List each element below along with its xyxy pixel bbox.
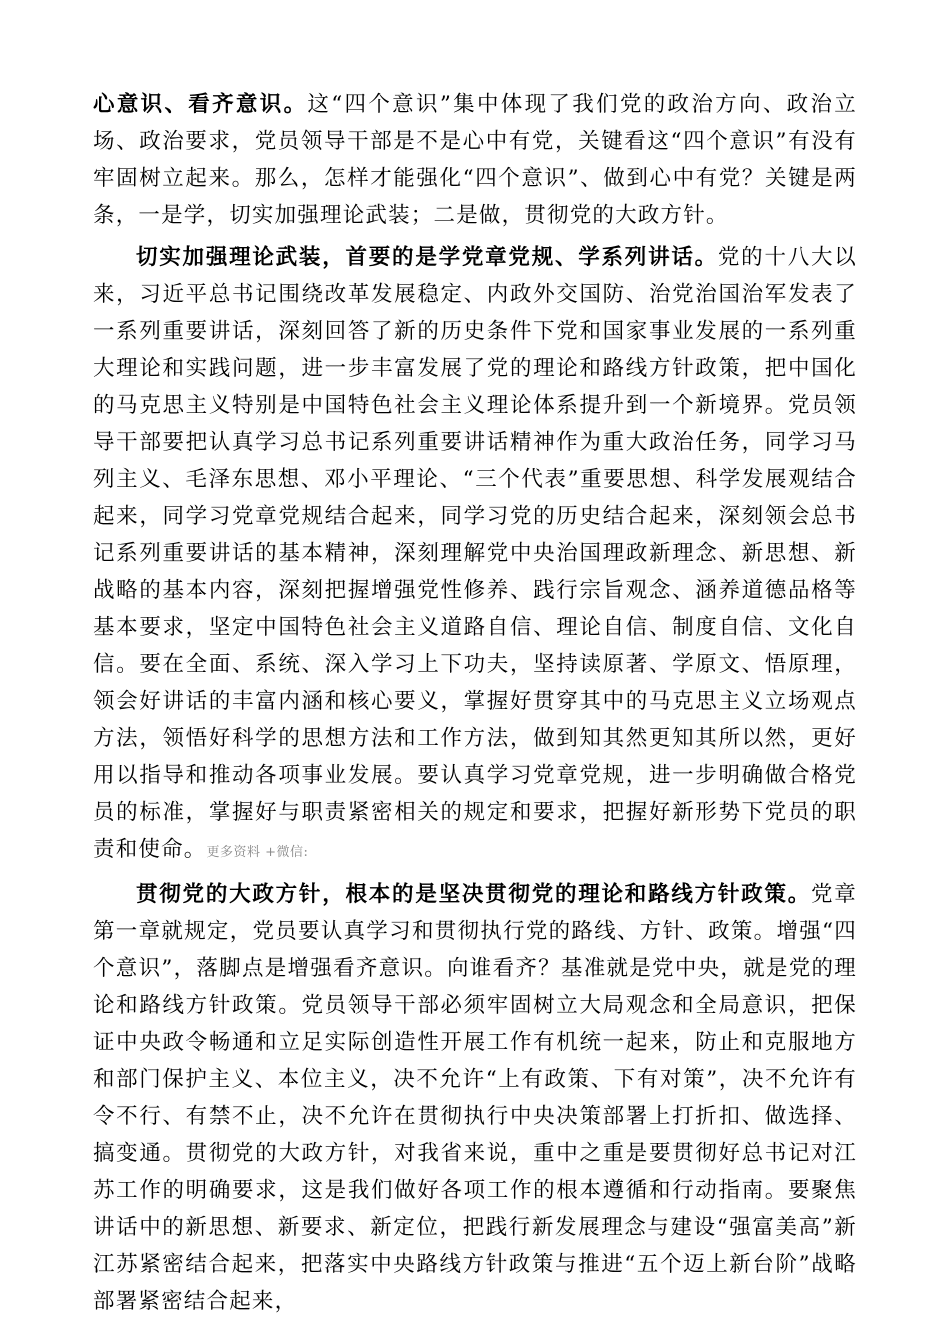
paragraph-3-lead: 贯彻党的大政方针，根本的是坚决贯彻党的理论和路线方针政策。 — [136, 882, 812, 907]
paragraph-1 — [93, 86, 857, 234]
paragraph-2-lead: 切实加强理论武装，首要的是学党章党规、学系列讲话。 — [136, 245, 718, 270]
more-info-note: 更多资料 +微信: — [206, 845, 309, 860]
document-page — [93, 86, 857, 1325]
paragraph-2-body: 党的十八大以来，习近平总书记围绕改革发展稳定、内政外交国防、治党治国治军发表了一系列重要讲话，深刻回答了新的历史条件下党和国家事业发展的一系列重大理论和实践问题，进一步丰富发展了党的理论和路线方针政策，把中国化的马克思主义特别是中国特色社会主义理论体系提升到一个新境界。党员领导干部要把认真学习总书记系列重要讲话精神作为重大政治任务，同学习马列主义、毛泽东思想、邓小平理论、“三个代表”重要思想、科学发展观结合起来，同学习党章党规结合起来，同学习党的历史结合起来，深刻领会总书记系列重要讲话的基本精神，深刻理解党中央治国理政新理念、新思想、新战略的基本内容，深刻把握增强党性修养、践行宗旨观念、涵养道德品格等基本要求，坚定中国特色社会主义道路自信、理论自信、制度自信、文化自信。要在全面、系统、深入学习上下功夫，坚持读原著、学原文、悟原理，领会好讲话的丰富内涵和核心要义，掌握好贯穿其中的马克思主义立场观点方法，领悟好科学的思想方法和工作方法，做到知其然更知其所以然，更好用以指导和推动各项事业发展。要认真学习党章党规，进一步明确做合格党员的标准，掌握好与职责紧密相关的规定和要求，把握好新形势下党员的职责和使命。 — [93, 245, 857, 862]
paragraph-1-body: 这“四个意识”集中体现了我们党的政治方向、政治立场、政治要求，党员领导干部是不是心中有党，关键看这“四个意识”有没有牢固树立起来。那么，怎样才能强化“四个意识”、做到心中有党？关键是两条，一是学，切实加强理论武装；二是做，贯彻党的大政方针。 — [93, 92, 857, 228]
paragraph-3-body: 党章第一章就规定，党员要认真学习和贯彻执行党的路线、方针、政策。增强“四个意识”，落脚点是增强看齐意识。向谁看齐？基准就是党中央，就是党的理论和路线方针政策。党员领导干部必须牢固树立大局观念和全局意识，把保证中央政令畅通和立足实际创造性开展工作有机统一起来，防止和克服地方和部门保护主义、本位主义，决不允许“上有政策、下有对策”，决不允许有令不行、有禁不止，决不允许在贯彻执行中央决策部署上打折扣、做选择、搞变通。贯彻党的大政方针，对我省来说，重中之重是要贯彻好总书记对江苏工作的明确要求，这是我们做好各项工作的根本遵循和行动指南。要聚焦讲话中的新思想、新要求、新定位，把践行新发展理念与建设“强富美高”新江苏紧密结合起来，把落实中央路线方针政策与推进“五个迈上新台阶”战略部署紧密结合起来， — [93, 882, 857, 1314]
paragraph-1-lead: 心意识、看齐意识。 — [93, 92, 308, 117]
paragraph-2 — [93, 239, 857, 871]
paragraph-3 — [93, 876, 857, 1320]
